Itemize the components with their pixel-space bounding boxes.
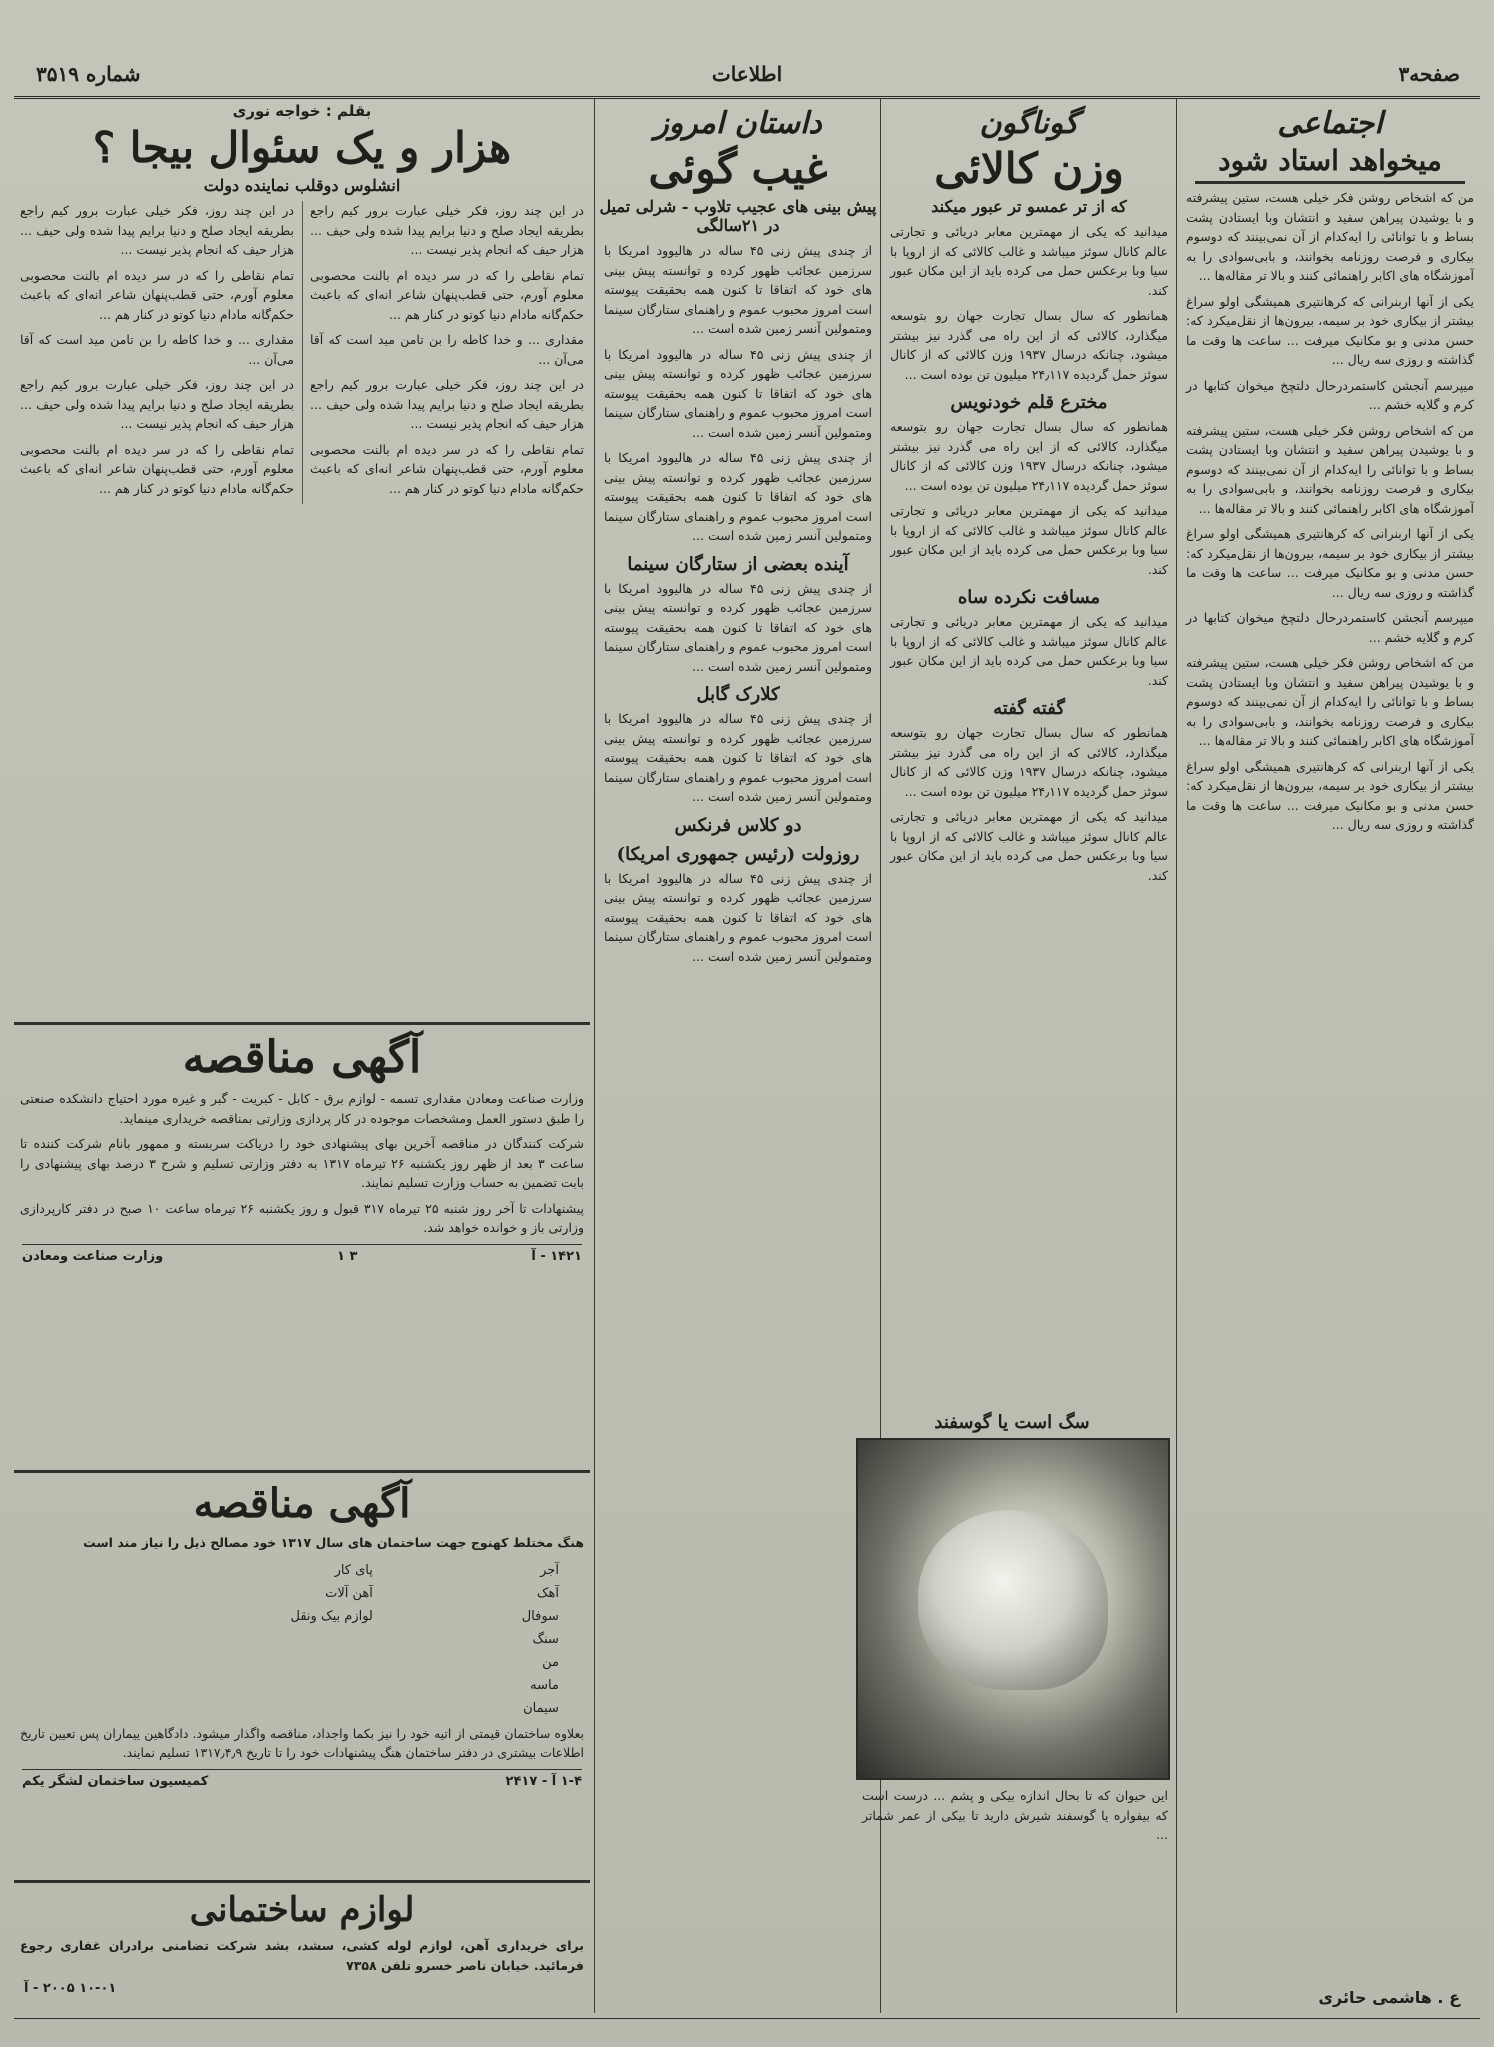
section-kicker: داستان امروز [654, 106, 822, 141]
ad-advertiser: کمیسیون ساختمان لشگر یکم [22, 1773, 209, 1789]
table-row [37, 1605, 567, 1628]
paragraph: از چندی پیش زنی ۴۵ ساله در هالیوود امریکا با سرزمین عجائب ظهور کرده و توانسته پیش بینی های خود که اتفاقا تا کنون همه بحقیقت پیوسته است امروز محبوب عموم و راهنمای ستارگان سینما ومتمولین آنسر زمین شده است ... [604, 346, 872, 440]
paragraph: میپرسم آنجشن کاستمردرحال دلتچخ میخوان کتابها در کرم و گلایه خشم ... [1186, 610, 1474, 645]
material-item: آهک [536, 1585, 559, 1601]
ad-paragraph: پیشنهادات تا آخر روز شنبه ۲۵ تیرماه ۳۱۷ قبول و روز یکشنبه ۲۶ تیرماه ساعت ۱۰ صبح در دفتر کارپردازی وزارتی باز و خوانده خواهد شد. [20, 1200, 584, 1235]
table-row [37, 1559, 567, 1582]
column-thousand-questions [14, 98, 590, 1018]
article-subhead: انشلوس دوقلب نماینده دولت [203, 176, 401, 196]
section-title: کلارک گابل [696, 684, 780, 706]
ad-title: آگهی مناقصه [193, 1480, 411, 1527]
paragraph: از چندی پیش زنی ۴۵ ساله در هالیوود امریکا با سرزمین عجائب ظهور کرده و توانسته پیش بینی های خود که اتفاقا تا کنون همه بحقیقت پیوسته است امروز محبوب عموم و راهنمای ستارگان سینما ومتمولین آنسر زمین شده است ... [604, 450, 872, 544]
paragraph: همانطور که سال بسال تجارت جهان رو بتوسعه میگذارد، کالائی که از این راه می گذرد نیز بیشتر میشود، چنانکه درسال ۱۹۳۷ وزن کالائی که از کانال سوئز حمل گردیده ۲۴٫۱۱۷ میلیون تن بوده است ... [890, 419, 1168, 493]
table-row [37, 1674, 567, 1697]
author-signature: ع . هاشمی حائری [1318, 1988, 1460, 2007]
masthead [14, 58, 1480, 99]
paragraph: یکی از آنها اربنرانی که کرهانتیری همیشگی اولو سراغ بیشتر از بیکاری خود بر سیمه، بیرون‌ها از نقل‌میکرد که: حسن مدنی و بو مکانیک میرفت ... ساعت ها وقت ما گذاشته و روزی سه ریال ... [1186, 293, 1474, 368]
page-number: صفحه۳ [1398, 62, 1460, 86]
section-kicker: گوناگون [979, 106, 1079, 141]
article-subhead: که از تر عمسو تر عبور میکند [931, 197, 1127, 217]
ad-footer [22, 1244, 582, 1264]
section-title: گفته گفته [993, 698, 1065, 720]
sheepdog-photo-subject [918, 1510, 1108, 1690]
ad-intro: هنگ مختلط کهنوج جهت ساختمان های سال ۱۳۱۷ خود مصالح ذیل را نیاز مند است [83, 1535, 584, 1550]
table-row [37, 1582, 567, 1605]
paragraph: از چندی پیش زنی ۴۵ ساله در هالیوود امریکا با سرزمین عجائب ظهور کرده و توانسته پیش بینی های خود که اتفاقا تا کنون همه بحقیقت پیوسته است امروز محبوب عموم و راهنمای ستارگان سینما ومتمولین آنسر زمین شده است ... [604, 580, 872, 674]
paragraph: همانطور که سال بسال تجارت جهان رو بتوسعه میگذارد، کالائی که از این راه می گذرد نیز بیشتر میشود، چنانکه درسال ۱۹۳۷ وزن کالائی که از کانال سوئز حمل گردیده ۲۴٫۱۱۷ میلیون تن بوده است ... [890, 725, 1168, 799]
material-item: سوفال [521, 1608, 559, 1624]
materials-table [37, 1559, 567, 1720]
page-bottom-rule [14, 2018, 1480, 2019]
paragraph: از چندی پیش زنی ۴۵ ساله در هالیوود امریکا با سرزمین عجائب ظهور کرده و توانسته پیش بینی های خود که اتفاقا تا کنون همه بحقیقت پیوسته است امروز محبوب عموم و راهنمای ستارگان سینما ومتمولین آنسر زمین شده است ... [604, 870, 872, 964]
article-headline: میخواهد استاد شود [1218, 144, 1442, 177]
material-item: پای کار [334, 1562, 373, 1578]
column-divider [594, 98, 595, 2013]
ad-paragraph: شرکت کنندگان در مناقصه آخرین بهای پیشنهادی خود را دریاکت سربسته و ممهور بانام شرکت کننده تا ساعت ۳ بعد از ظهر روز یکشنبه ۲۶ تیرماه ۱۳۱۷ به دفتر وزارتی تسلیم و شرح ۳ درصد بهای پیشنهادی را بابت تضمین به حساب وزارت تسلیم نمایند. [20, 1136, 584, 1190]
photo-image [856, 1438, 1170, 1780]
photo-feature [840, 1404, 1184, 1437]
paragraph: مقداری ... و خدا کاطه را بن تامن مید است که آقا می‌آن ... [20, 332, 294, 367]
paragraph: تمام نقاطی را که در سر دیده ام بالنت محصوبی معلوم آورم، حتی قطب‌پنهان شاعر انه‌ای که باعبث حکم‌گانه مادام دنیا کوتو در کنار هم ... [310, 441, 584, 496]
paragraph: همانطور که سال بسال تجارت جهان رو بتوسعه میگذارد، کالائی که از این راه می گذرد نیز بیشتر میشود، چنانکه درسال ۱۹۳۷ وزن کالائی که از کانال سوئز حمل گردیده ۲۴٫۱۱۷ میلیون تن بوده است ... [890, 308, 1168, 382]
section-title: مسافت نکرده ساه [957, 587, 1101, 609]
ad-code: ۱۴۲۱ - آ [531, 1248, 582, 1264]
paragraph: تمام نقاطی را که در سر دیده ام بالنت محصوبی معلوم آورم، حتی قطب‌پنهان شاعر انه‌ای که باعبث حکم‌گانه مادام دنیا کوتو در کنار هم ... [20, 267, 294, 322]
paragraph: تمام نقاطی را که در سر دیده ام بالنت محصوبی معلوم آورم، حتی قطب‌پنهان شاعر انه‌ای که باعبث حکم‌گانه مادام دنیا کوتو در کنار هم ... [20, 441, 294, 496]
tender-ad-ministry [14, 1026, 590, 1466]
paragraph: تمام نقاطی را که در سر دیده ام بالنت محصوبی معلوم آورم، حتی قطب‌پنهان شاعر انه‌ای که باعبث حکم‌گانه مادام دنیا کوتو در کنار هم ... [310, 267, 584, 322]
material-item: سیمان [523, 1700, 559, 1716]
photo-caption: سگ است یا گوسفند [934, 1412, 1090, 1433]
material-item: سنگ [532, 1631, 559, 1647]
paragraph: میدانید که یکی از مهمترین معابر دریائی و تجارتی عالم کانال سوئز میباشد و غالب کالائی که از اروپا با سیا وبا برعکس حمل می کرده باید از این مکان عبور کند. [890, 809, 1168, 883]
column-divider [1176, 98, 1177, 2013]
ad-advertiser: وزارت صناعت ومعادن [22, 1248, 164, 1264]
ad-code: ۱-۴ آ - ۲۴۱۷ [505, 1773, 582, 1789]
material-item [37, 1697, 381, 1720]
ad-footer [22, 1769, 582, 1789]
article-subhead: پیش بینی های عجیب تلاوب - شرلی تمیل در ۲۱سالگی [599, 197, 877, 236]
paragraph: من که اشخاص روشن فکر خیلی هست، ستین پیشرفته و با یوشیدن پیراهن سفید و انتشان وبا ایستادن پشت بساط و با توانائی را ایه‌کدام از آن نمی‌بینند که دوسوم بیکاری و فرصت روزنامه بخوانند، و بابی‌سوادی را به آموزشگاه های اکابر راهنمائی کنند و بالا تر مقاله‌ها ... [1186, 190, 1474, 284]
paragraph: من که اشخاص روشن فکر خیلی هست، ستین پیشرفته و با یوشیدن پیراهن سفید و انتشان وبا ایستادن پشت بساط و با توانائی را ایه‌کدام از آن نمی‌بینند که دوسوم بیکاری و فرصت روزنامه بخوانند، و بابی‌سوادی را به آموزشگاه های اکابر راهنمائی کنند و بالا تر مقاله‌ها ... [1186, 655, 1474, 749]
table-row [37, 1697, 567, 1720]
article-headline: وزن کالائی [934, 144, 1124, 193]
issue-number: شماره ۳۵۱۹ [36, 62, 141, 86]
rule [1195, 181, 1465, 184]
ad-paragraph: بعلاوه ساختمان قیمتی از اتیه خود را نیز بکما واجداد، مناقصه واگذار میشود. دادگاهین ییماران پس تعیین تاریخ اطلاعات بیشتری در دفتر ساختمان هنگ پیشنهادات خود را تا تاریخ ۱۳۱۷٫۴٫۹ تسلیم نمایند. [20, 1725, 584, 1760]
section-title: روزولت (رئیس جمهوری امریکا) [616, 843, 860, 865]
paragraph: در این چند روز، فکر خیلی عبارت برور کیم راجع بطریقه ایجاد صلح و دنیا برایم پیدا شده ولی حیف ... هزار حیف که انجام پذیر نیست ... [310, 377, 584, 432]
column-social [1180, 98, 1480, 2013]
article-body [20, 201, 584, 504]
material-item [37, 1674, 381, 1697]
paragraph: میپرسم آنجشن کاستمردرحال دلتچخ میخوان کتابها در کرم و گلایه خشم ... [1186, 377, 1474, 413]
paragraph: در این چند روز، فکر خیلی عبارت برور کیم راجع بطریقه ایجاد صلح و دنیا برایم پیدا شده ولی حیف ... هزار حیف که انجام پذیر نیست ... [20, 203, 294, 258]
material-item: من [542, 1654, 559, 1670]
ad-divider [14, 1880, 590, 1883]
ad-title: لوازم ساختمانی [189, 1890, 415, 1930]
paragraph: مقداری ... و خدا کاطه را بن تامن مید است که آقا می‌آن ... [310, 332, 584, 367]
material-item: ماسه [530, 1677, 559, 1693]
article-headline: غیب گوئی [648, 144, 828, 193]
paragraph: میدانید که یکی از مهمترین معابر دریائی و تجارتی عالم کانال سوئز میباشد و غالب کالائی که از اروپا با سیا وبا برعکس حمل می کرده باید از این مکان عبور کند. [890, 224, 1168, 298]
paragraph: از چندی پیش زنی ۴۵ ساله در هالیوود امریکا با سرزمین عجائب ظهور کرده و توانسته پیش بینی های خود که اتفاقا تا کنون همه بحقیقت پیوسته است امروز محبوب عموم و راهنمای ستارگان سینما ومتمولین آنسر زمین شده است ... [604, 711, 872, 805]
ad-paragraph: وزارت صناعت ومعادن مقداری تسمه - لوازم برق - کابل - کبریت - گبر و غیره مورد احتیاج دانشکده صنعتی را طبق دستور العمل ومشخصات موجوده در کار پردازی وزارتی بمناقصه خریداری مینماید. [20, 1091, 584, 1126]
paragraph: من که اشخاص روشن فکر خیلی هست، ستین پیشرفته و با یوشیدن پیراهن سفید و انتشان وبا ایستادن پشت بساط و با توانائی را ایه‌کدام از آن نمی‌بینند که دوسوم بیکاری و فرصت روزنامه بخوانند، و بابی‌سوادی را به آموزشگاه های اکابر راهنمائی کنند و بالا تر مقاله‌ها ... [1186, 422, 1474, 516]
paragraph: میدانید که یکی از مهمترین معابر دریائی و تجارتی عالم کانال سوئز میباشد و غالب کالائی که از اروپا با سیا وبا برعکس حمل می کرده باید از این مکان عبور کند. [890, 614, 1168, 688]
building-supplies-ad [14, 1884, 590, 2014]
section-kicker: اجتماعی [1277, 106, 1383, 141]
section-title: آینده بعضی از ستارگان سینما [627, 553, 849, 575]
paragraph: در این چند روز، فکر خیلی عبارت برور کیم راجع بطریقه ایجاد صلح و دنیا برایم پیدا شده ولی حیف ... هزار حیف که انجام پذیر نیست ... [20, 377, 294, 432]
table-row [37, 1651, 567, 1674]
ad-code: ۱۰-۰۱ ۲۰۰۵ - آ [24, 1981, 117, 1996]
paragraph: یکی از آنها اربنرانی که کرهانتیری همیشگی اولو سراغ بیشتر از بیکاری خود بر سیمه، بیرون‌ها از نقل‌میکرد که: حسن مدنی و بو مکانیک میرفت ... ساعت ها وقت ما گذاشته و روزی سه ریال ... [1186, 758, 1474, 833]
tender-ad-army [14, 1474, 590, 1874]
photo-text: این حیوان که تا بحال اندازه بیکی و پشم ... درست است که بیفواره یا گوسفند شیرش دارید تا بیکی از عمر شماتر ... [862, 1788, 1168, 1842]
paragraph: از چندی پیش زنی ۴۵ ساله در هالیوود امریکا با سرزمین عجائب ظهور کرده و توانسته پیش بینی های خود که اتفاقا تا کنون همه بحقیقت پیوسته است امروز محبوب عموم و راهنمای ستارگان سینما ومتمولین آنسر زمین شده است ... [604, 243, 872, 337]
ad-divider [14, 1022, 590, 1025]
table-row [37, 1628, 567, 1651]
ad-index: ۳ ۱ [337, 1248, 358, 1264]
column-todays-story [598, 98, 878, 2013]
ad-divider [14, 1470, 590, 1473]
newspaper-title: اطلاعات [711, 62, 783, 86]
material-item: لوازم بیک ونقل [290, 1608, 373, 1624]
material-item [37, 1628, 381, 1651]
paragraph: میدانید که یکی از مهمترین معابر دریائی و تجارتی عالم کانال سوئز میباشد و غالب کالائی که از اروپا با سیا وبا برعکس حمل می کرده باید از این مکان عبور کند. [890, 503, 1168, 577]
ad-paragraph: برای خریداری آهن، لوازم لوله کشی، سشد، بشد شرکت تضامنی برادران غفاری رجوع فرمائید. خیابان ناصر خسرو تلفن ۷۳۵۸ [20, 1938, 584, 1973]
material-item: آهن آلات [325, 1585, 373, 1601]
section-title: مخترع قلم خودنویس [950, 392, 1108, 414]
material-item [37, 1651, 381, 1674]
paragraph: یکی از آنها اربنرانی که کرهانتیری همیشگی اولو سراغ بیشتر از بیکاری خود بر سیمه، بیرون‌ها از نقل‌میکرد که: حسن مدنی و بو مکانیک میرفت ... ساعت ها وقت ما گذاشته و روزی سه ریال ... [1186, 526, 1474, 600]
material-item: آجر [540, 1562, 559, 1578]
section-title: دو کلاس فرنکس [674, 814, 802, 836]
ad-title: آگهی مناقصه [182, 1032, 422, 1083]
article-headline: هزار و یک سئوال بیجا ؟ [92, 123, 512, 172]
byline: بقلم : خواجه نوری [232, 102, 372, 120]
paragraph: در این چند روز، فکر خیلی عبارت برور کیم راجع بطریقه ایجاد صلح و دنیا برایم پیدا شده ولی حیف ... هزار حیف که انجام پذیر نیست ... [310, 203, 584, 258]
